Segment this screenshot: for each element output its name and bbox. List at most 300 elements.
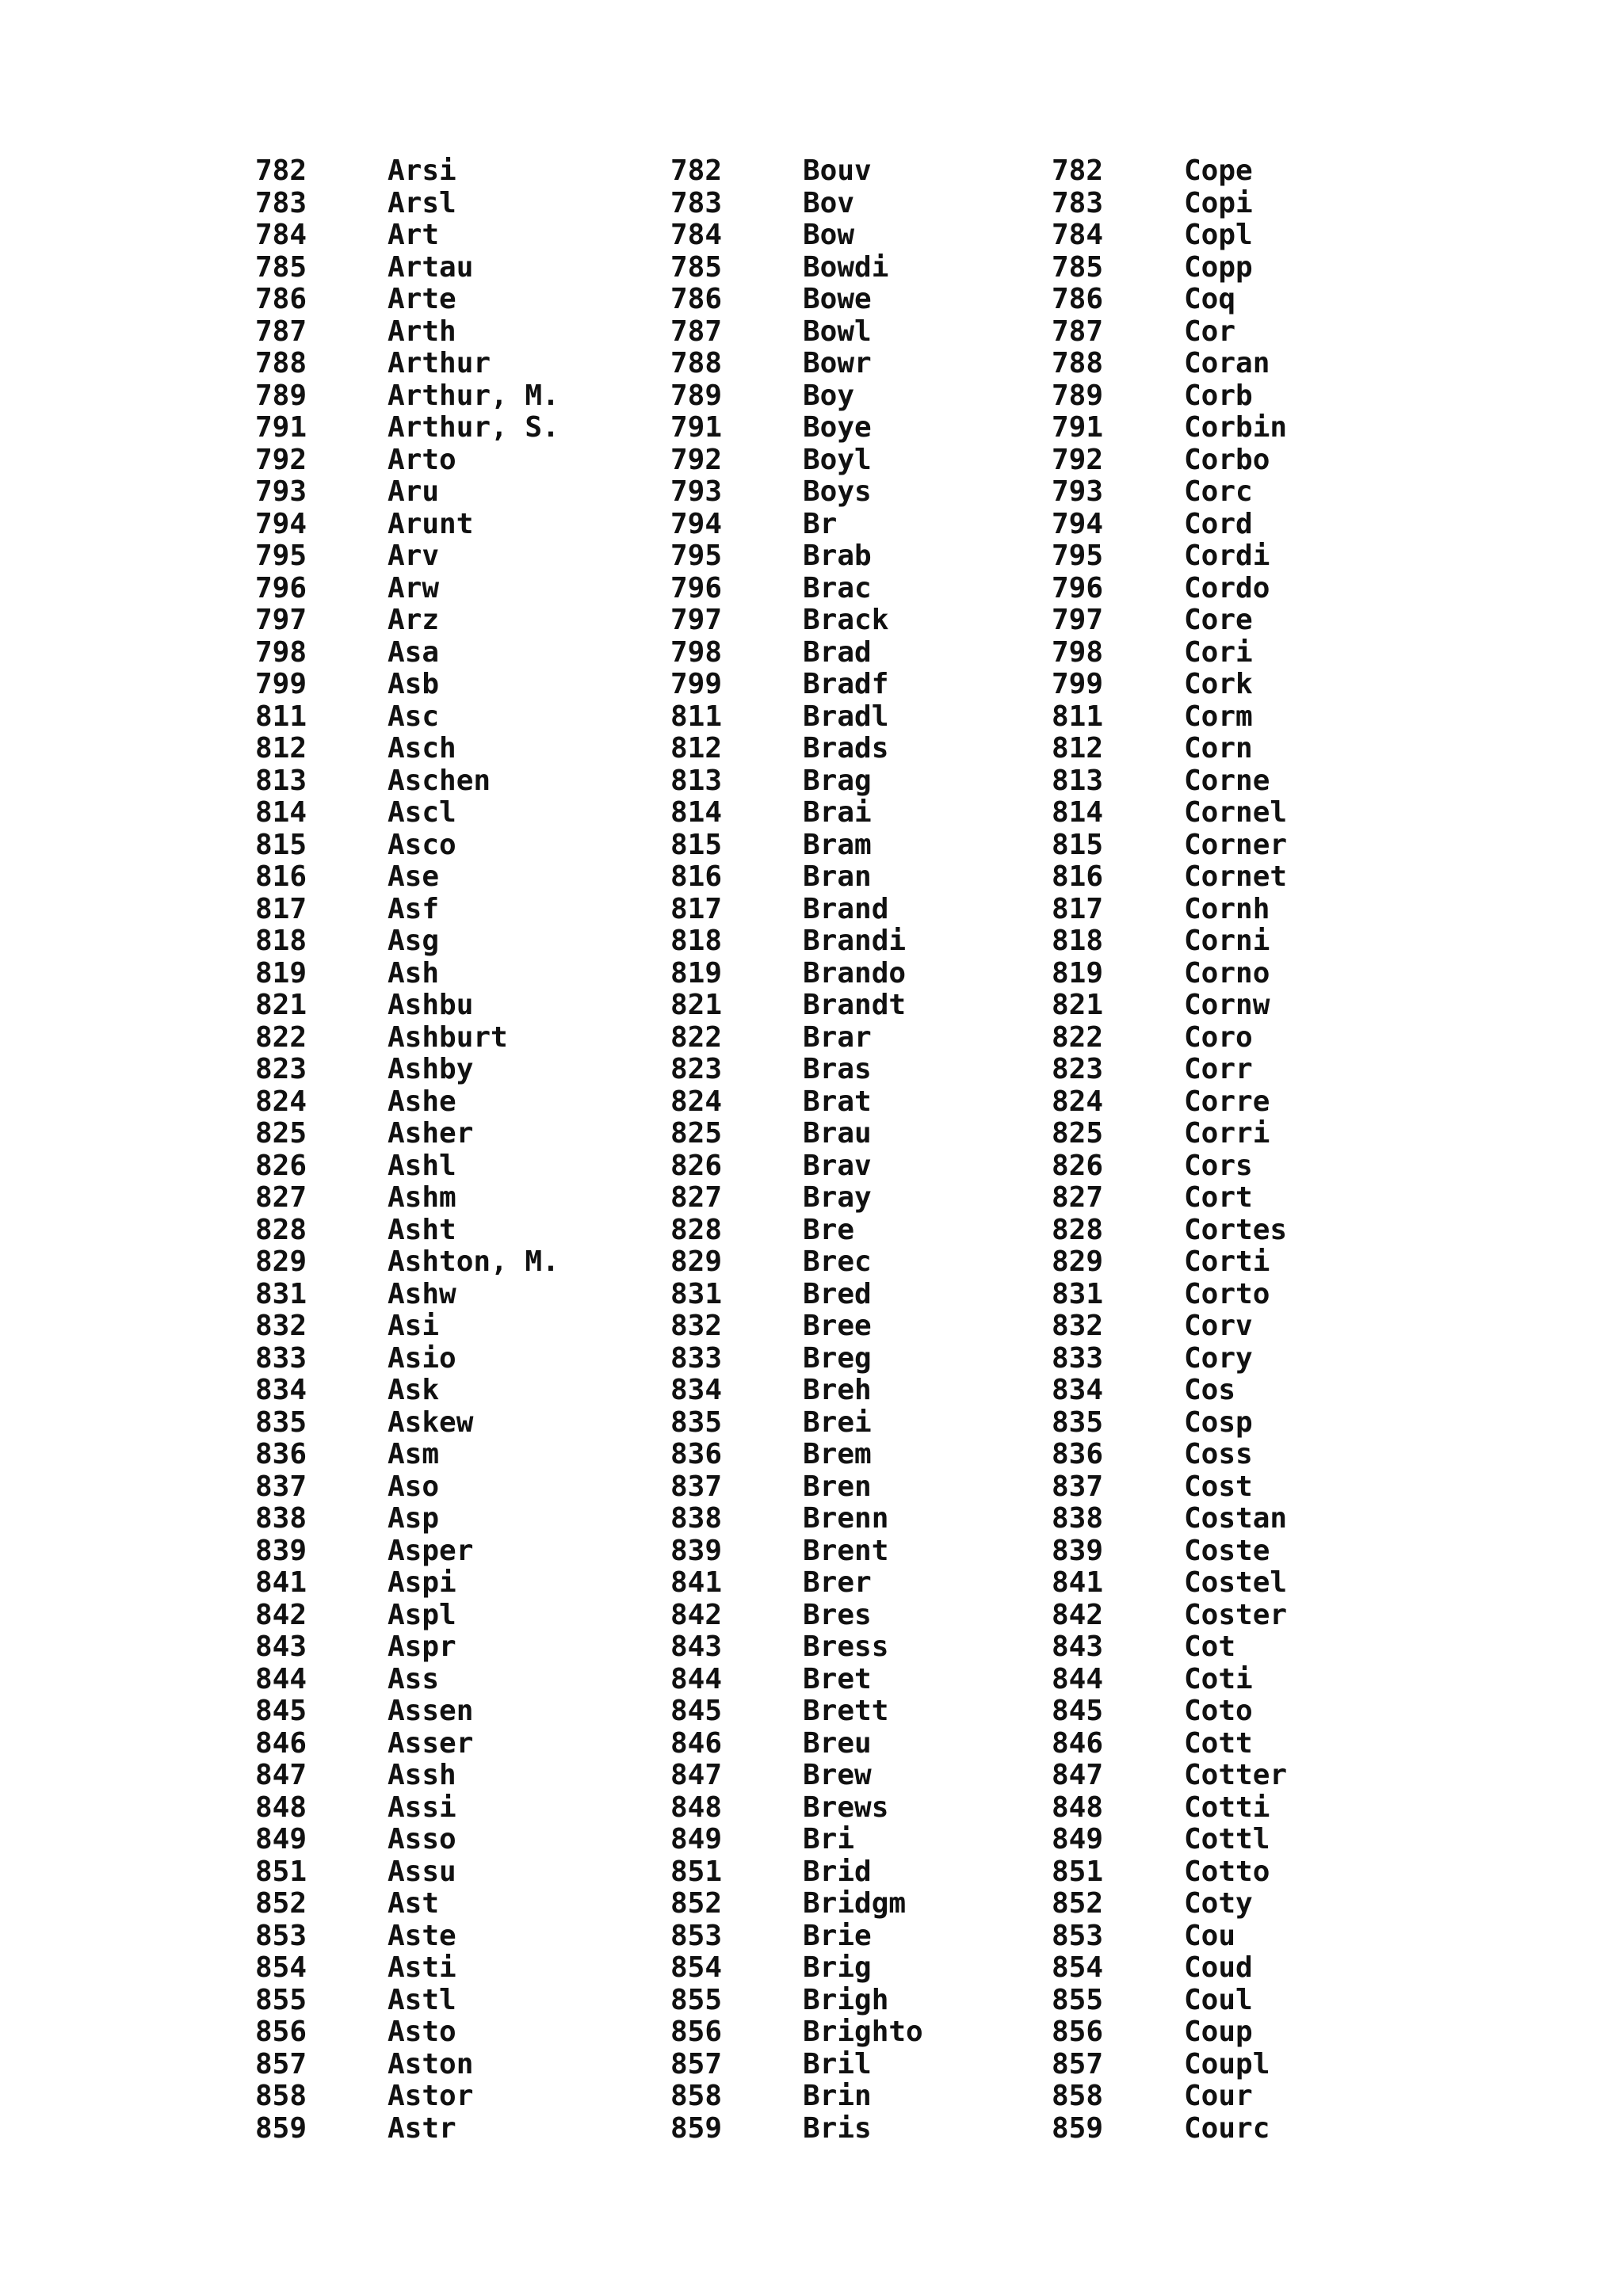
row-number: 843 (255, 1630, 307, 1663)
table-row (1052, 925, 1369, 958)
table-row (1052, 316, 1369, 349)
row-number: 822 (1052, 1020, 1104, 1054)
table-row (670, 925, 987, 958)
row-number: 831 (255, 1277, 307, 1310)
table-row (255, 1150, 572, 1183)
table-row (670, 861, 987, 894)
row-name: Brad (803, 635, 872, 669)
row-name: Brighto (803, 2016, 923, 2048)
row-number: 829 (255, 1245, 307, 1278)
row-name: Brie (803, 1919, 872, 1952)
table-row (255, 1407, 572, 1440)
row-number: 848 (1052, 1791, 1104, 1824)
table-row (255, 1792, 572, 1825)
row-name: Bray (803, 1181, 872, 1214)
table-row (1052, 476, 1369, 509)
table-row (670, 1279, 987, 1311)
row-number: 793 (1052, 475, 1104, 508)
row-number: 844 (255, 1662, 307, 1695)
row-number: 812 (255, 732, 307, 765)
table-row (670, 284, 987, 316)
row-number: 783 (1052, 186, 1104, 219)
row-name: Costel (1184, 1566, 1288, 1599)
row-number: 793 (670, 475, 723, 508)
table-row (670, 380, 987, 413)
row-name: Brand (803, 892, 889, 925)
table-row (255, 861, 572, 894)
table-row (670, 1856, 987, 1889)
table-row (1052, 765, 1369, 798)
row-number: 818 (255, 925, 307, 957)
row-name: Coq (1184, 283, 1236, 315)
row-number: 839 (255, 1534, 307, 1567)
row-number: 836 (1052, 1438, 1104, 1470)
row-number: 845 (255, 1695, 307, 1727)
row-number: 855 (1052, 1983, 1104, 2016)
row-number: 827 (1052, 1181, 1104, 1214)
row-number: 842 (670, 1598, 723, 1631)
row-name: Boy (803, 379, 855, 412)
table-row (670, 412, 987, 444)
row-name: Bred (803, 1277, 872, 1310)
row-number: 852 (255, 1887, 307, 1920)
row-number: 825 (1052, 1117, 1104, 1150)
row-number: 798 (670, 635, 723, 669)
row-number: 798 (1052, 635, 1104, 669)
row-number: 847 (255, 1759, 307, 1791)
row-number: 819 (255, 956, 307, 990)
row-number: 857 (255, 2047, 307, 2081)
row-name: Aso (388, 1470, 440, 1503)
table-row (255, 830, 572, 862)
row-number: 792 (255, 443, 307, 476)
table-row (255, 540, 572, 573)
row-number: 846 (670, 1726, 723, 1760)
table-row (670, 894, 987, 926)
row-number: 843 (670, 1630, 723, 1663)
row-name: Corm (1184, 700, 1253, 733)
row-number: 785 (255, 250, 307, 284)
row-name: Bren (803, 1470, 872, 1503)
row-name: Assu (388, 1855, 456, 1888)
row-name: Arth (388, 315, 456, 348)
table-row (1052, 701, 1369, 734)
row-number: 848 (255, 1791, 307, 1824)
table-row (1052, 1535, 1369, 1568)
table-row (1052, 1792, 1369, 1825)
row-name: Brai (803, 796, 872, 829)
table-row (1052, 219, 1369, 252)
table-row (1052, 830, 1369, 862)
row-number: 852 (1052, 1887, 1104, 1920)
row-name: Bov (803, 186, 855, 219)
row-number: 854 (1052, 1951, 1104, 1984)
row-name: Asio (388, 1341, 456, 1375)
row-number: 859 (255, 2111, 307, 2145)
table-row (255, 1215, 572, 1247)
row-number: 783 (255, 186, 307, 219)
row-number: 784 (255, 219, 307, 251)
table-row (1052, 990, 1369, 1022)
row-number: 834 (255, 1374, 307, 1406)
row-number: 841 (670, 1566, 723, 1599)
table-row (670, 1054, 987, 1086)
row-number: 792 (670, 443, 723, 476)
row-number: 788 (1052, 347, 1104, 379)
table-row (255, 1920, 572, 1953)
row-name: Corner (1184, 828, 1288, 861)
row-number: 794 (1052, 507, 1104, 540)
row-name: Brig (803, 1951, 872, 1984)
table-row (670, 958, 987, 990)
table-row (255, 1310, 572, 1343)
row-number: 849 (255, 1823, 307, 1855)
table-row (255, 1375, 572, 1407)
table-row (255, 380, 572, 413)
table-row (255, 219, 572, 252)
row-name: Arsi (388, 154, 456, 187)
row-number: 822 (670, 1020, 723, 1054)
table-row (1052, 573, 1369, 605)
table-row (255, 348, 572, 380)
table-row (255, 2081, 572, 2113)
row-number: 822 (255, 1020, 307, 1054)
row-number: 848 (670, 1791, 723, 1824)
row-name: Ashby (388, 1053, 474, 1085)
row-number: 813 (670, 764, 723, 797)
table-row (670, 701, 987, 734)
row-name: Brigh (803, 1983, 889, 2016)
row-name: Brei (803, 1405, 872, 1439)
row-number: 849 (1052, 1823, 1104, 1855)
row-name: Bree (803, 1310, 872, 1342)
table-row (255, 573, 572, 605)
table-row (255, 2016, 572, 2049)
table-row (1052, 1824, 1369, 1856)
row-name: Corc (1184, 475, 1253, 508)
row-name: Cornh (1184, 892, 1270, 925)
table-row (255, 733, 572, 765)
row-name: Cor (1184, 315, 1236, 348)
row-name: Assi (388, 1791, 456, 1824)
row-name: Cordi (1184, 540, 1270, 572)
row-number: 812 (670, 732, 723, 765)
row-name: Cotto (1184, 1855, 1270, 1888)
row-name: Brac (803, 571, 872, 605)
row-name: Coss (1184, 1438, 1253, 1470)
row-number: 838 (255, 1502, 307, 1535)
row-number: 835 (1052, 1405, 1104, 1439)
table-row (670, 733, 987, 765)
row-name: Asc (388, 700, 440, 733)
row-number: 828 (1052, 1213, 1104, 1246)
row-number: 815 (255, 828, 307, 861)
row-number: 787 (255, 315, 307, 348)
row-number: 821 (670, 989, 723, 1021)
table-row (255, 1631, 572, 1664)
row-name: Bril (803, 2047, 872, 2081)
table-row (1052, 412, 1369, 444)
row-name: Brec (803, 1245, 872, 1278)
table-row (1052, 380, 1369, 413)
row-name: Corti (1184, 1245, 1270, 1278)
row-name: Brack (803, 604, 889, 636)
row-name: Brandi (803, 925, 907, 957)
row-number: 859 (670, 2111, 723, 2145)
row-name: Astor (388, 2080, 474, 2112)
row-name: Bouv (803, 154, 872, 187)
table-row (670, 1567, 987, 1600)
table-row (670, 509, 987, 541)
row-number: 833 (255, 1341, 307, 1375)
row-name: Bow (803, 219, 855, 251)
row-number: 842 (1052, 1598, 1104, 1631)
row-name: Bris (803, 2111, 872, 2145)
row-number: 811 (255, 700, 307, 733)
table-row (1052, 1054, 1369, 1086)
row-name: Brid (803, 1855, 872, 1888)
row-number: 819 (670, 956, 723, 990)
row-number: 818 (670, 925, 723, 957)
table-row (1052, 1471, 1369, 1504)
row-number: 858 (670, 2080, 723, 2112)
row-number: 839 (670, 1534, 723, 1567)
table-row (670, 573, 987, 605)
row-name: Corbo (1184, 443, 1270, 476)
table-row (670, 1246, 987, 1279)
table-row (670, 540, 987, 573)
row-name: Ashm (388, 1181, 456, 1214)
row-name: Arsl (388, 186, 456, 219)
row-name: Cork (1184, 668, 1253, 700)
table-row (1052, 1215, 1369, 1247)
table-row (670, 1407, 987, 1440)
table-row (255, 765, 572, 798)
row-number: 856 (255, 2016, 307, 2048)
row-name: Asco (388, 828, 456, 861)
row-name: Copi (1184, 186, 1253, 219)
table-row (1052, 284, 1369, 316)
table-row (670, 605, 987, 637)
table-row (255, 990, 572, 1022)
table-row (670, 1503, 987, 1535)
table-row (1052, 669, 1369, 701)
row-name: Asper (388, 1534, 474, 1567)
row-number: 824 (670, 1085, 723, 1118)
table-row (1052, 1118, 1369, 1150)
row-number: 843 (1052, 1630, 1104, 1663)
row-name: Askew (388, 1405, 474, 1439)
row-number: 829 (670, 1245, 723, 1278)
row-name: Asto (388, 2016, 456, 2048)
row-name: Ast (388, 1887, 440, 1920)
table-row (1052, 1952, 1369, 1985)
row-number: 831 (670, 1277, 723, 1310)
row-number: 851 (255, 1855, 307, 1888)
table-row (1052, 1150, 1369, 1183)
table-row (670, 155, 987, 188)
row-number: 815 (1052, 828, 1104, 861)
row-name: Core (1184, 604, 1253, 636)
row-name: Coti (1184, 1662, 1253, 1695)
row-name: Cortes (1184, 1213, 1288, 1246)
table-row (670, 348, 987, 380)
table-row (1052, 1439, 1369, 1471)
row-number: 849 (670, 1823, 723, 1855)
row-number: 856 (1052, 2016, 1104, 2048)
row-number: 857 (670, 2047, 723, 2081)
row-name: Arv (388, 540, 440, 572)
table-row (1052, 540, 1369, 573)
table-row (670, 1310, 987, 1343)
row-number: 812 (1052, 732, 1104, 765)
table-row (255, 797, 572, 830)
row-name: Cottl (1184, 1823, 1270, 1855)
row-number: 834 (670, 1374, 723, 1406)
row-name: Asb (388, 668, 440, 700)
table-row (1052, 1695, 1369, 1728)
row-number: 833 (670, 1341, 723, 1375)
table-row (670, 1343, 987, 1375)
row-name: Corri (1184, 1117, 1270, 1150)
row-name: Breh (803, 1374, 872, 1406)
row-name: Copp (1184, 250, 1253, 284)
row-number: 784 (1052, 219, 1104, 251)
row-name: Coup (1184, 2016, 1253, 2048)
row-number: 845 (1052, 1695, 1104, 1727)
table-row (1052, 2113, 1369, 2145)
row-name: Astl (388, 1983, 456, 2016)
row-name: Coty (1184, 1887, 1253, 1920)
row-name: Corni (1184, 925, 1270, 957)
row-name: Ascl (388, 796, 456, 829)
row-name: Corre (1184, 1085, 1270, 1118)
row-number: 789 (670, 379, 723, 412)
table-row (1052, 1343, 1369, 1375)
table-row (670, 1920, 987, 1953)
row-name: Cot (1184, 1630, 1236, 1663)
table-row (670, 830, 987, 862)
row-number: 811 (1052, 700, 1104, 733)
row-name: Bowr (803, 347, 872, 379)
table-row (1052, 1664, 1369, 1696)
row-name: Brau (803, 1117, 872, 1150)
table-row (255, 1695, 572, 1728)
row-number: 787 (1052, 315, 1104, 348)
table-row (255, 188, 572, 220)
table-row (670, 252, 987, 284)
row-name: Ashton, M. (388, 1245, 559, 1278)
row-number: 841 (1052, 1566, 1104, 1599)
table-row (255, 1567, 572, 1600)
table-row (255, 1246, 572, 1279)
table-row (1052, 1375, 1369, 1407)
row-name: Boys (803, 475, 872, 508)
table-row (670, 444, 987, 477)
row-name: Artau (388, 250, 474, 284)
row-name: Coro (1184, 1020, 1253, 1054)
table-row (255, 412, 572, 444)
table-row (1052, 1888, 1369, 1920)
row-number: 826 (1052, 1149, 1104, 1182)
row-number: 824 (1052, 1085, 1104, 1118)
row-number: 814 (255, 796, 307, 829)
row-number: 811 (670, 700, 723, 733)
table-row (670, 1888, 987, 1920)
row-name: Art (388, 219, 440, 251)
row-name: Cost (1184, 1470, 1253, 1503)
row-name: Aspi (388, 1566, 456, 1599)
row-number: 823 (670, 1053, 723, 1085)
row-name: Cort (1184, 1181, 1253, 1214)
row-name: Corne (1184, 764, 1270, 797)
table-row (1052, 1407, 1369, 1440)
row-number: 793 (255, 475, 307, 508)
row-name: Cos (1184, 1374, 1236, 1406)
row-number: 827 (670, 1181, 723, 1214)
table-row (255, 1600, 572, 1632)
table-row (255, 155, 572, 188)
row-number: 817 (255, 892, 307, 925)
table-row (255, 701, 572, 734)
row-number: 826 (670, 1149, 723, 1182)
row-name: Bowdi (803, 250, 889, 284)
row-number: 786 (1052, 283, 1104, 315)
table-row (670, 1824, 987, 1856)
row-name: Courc (1184, 2111, 1270, 2145)
row-number: 782 (670, 154, 723, 187)
row-number: 844 (1052, 1662, 1104, 1695)
table-row (255, 252, 572, 284)
table-row (670, 1728, 987, 1760)
table-row (1052, 2049, 1369, 2081)
row-name: Asser (388, 1726, 474, 1760)
row-name: Bridgm (803, 1887, 907, 1920)
table-row (1052, 894, 1369, 926)
table-row (670, 219, 987, 252)
row-number: 821 (1052, 989, 1104, 1021)
row-name: Ash (388, 956, 440, 990)
table-row (255, 1471, 572, 1504)
table-row (670, 1471, 987, 1504)
row-number: 799 (670, 668, 723, 700)
row-name: Bres (803, 1598, 872, 1631)
row-number: 832 (1052, 1310, 1104, 1342)
row-name: Brab (803, 540, 872, 572)
row-number: 788 (670, 347, 723, 379)
row-name: Copl (1184, 219, 1253, 251)
table-row (1052, 1760, 1369, 1792)
row-number: 816 (1052, 860, 1104, 893)
row-name: Cordo (1184, 571, 1270, 605)
table-row (670, 188, 987, 220)
row-name: Aspr (388, 1630, 456, 1663)
table-row (255, 925, 572, 958)
row-number: 814 (670, 796, 723, 829)
row-number: 815 (670, 828, 723, 861)
row-number: 837 (670, 1470, 723, 1503)
table-row (255, 316, 572, 349)
row-name: Assen (388, 1695, 474, 1727)
table-row (1052, 1086, 1369, 1119)
table-row (1052, 348, 1369, 380)
row-name: Asher (388, 1117, 474, 1150)
row-name: Cori (1184, 635, 1253, 669)
row-name: Bret (803, 1662, 872, 1695)
row-name: Cosp (1184, 1405, 1253, 1439)
table-row (255, 1439, 572, 1471)
row-name: Bowe (803, 283, 872, 315)
